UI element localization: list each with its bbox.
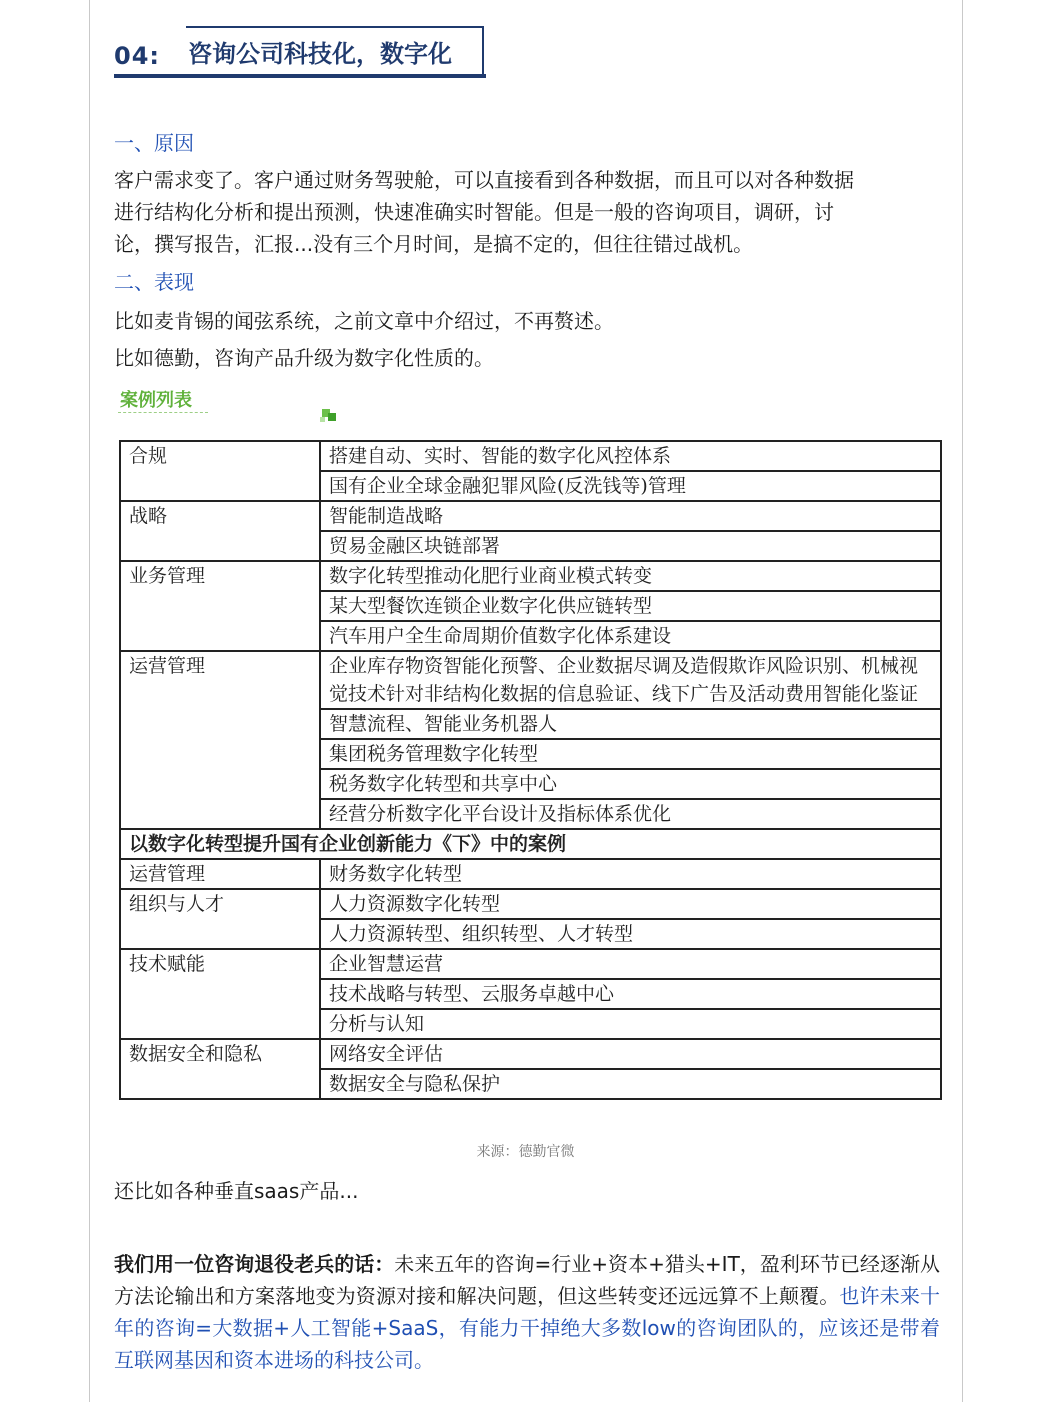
table-item-cell: 数据安全与隐私保护 [320,1069,941,1099]
section-2-line-1: 比如麦肯锡的闻弦系统，之前文章中介绍过，不再赘述。 [114,309,614,333]
case-list-dash [118,412,208,413]
table-item-cell: 网络安全评估 [320,1039,941,1069]
table-item-cell: 企业智慧运营 [320,949,941,979]
table-item-cell: 数字化转型推动化肥行业商业模式转变 [320,561,941,591]
table-item-cell: 某大型餐饮连锁企业数字化供应链转型 [320,591,941,621]
tag-square-icon [328,413,336,421]
quote-highlight: 也许未来十年的咨询=大数据+人工智能+SaaS，有能力干掉绝大多数low的咨询团队的，应该还是带着互联网基因和资本进场的科技公司。 [114,1284,941,1372]
table-item-cell: 财务数字化转型 [320,859,941,889]
section-2-line-2: 比如德勤，咨询产品升级为数字化性质的。 [114,346,494,370]
table-category-cell: 业务管理 [120,561,320,651]
right-margin-rule [962,0,963,1402]
table-category-cell: 运营管理 [120,651,320,829]
section-1-line-3: 论，撰写报告，汇报...没有三个月时间，是搞不定的，但往往错过战机。 [114,232,754,256]
table-subheading-cell: 以数字化转型提升国有企业创新能力《下》中的案例 [120,829,941,859]
saas-line: 还比如各种垂直saas产品... [114,1179,359,1203]
case-list-label: 案例列表 [120,390,192,411]
source-caption: 来源：德勤官微 [476,1144,575,1160]
table-item-cell: 技术战略与转型、云服务卓越中心 [320,979,941,1009]
left-margin-rule [89,0,90,1402]
section-2-title: 二、表现 [114,270,194,294]
table-header-row [120,829,941,859]
table-row [120,889,941,919]
table-row [120,1039,941,1069]
table-category-cell: 战略 [120,501,320,561]
tag-square-icon [320,417,325,422]
table-category-cell: 数据安全和隐私 [120,1039,320,1099]
section-1-line-2: 进行结构化分析和提出预测，快速准确实时智能。但是一般的咨询项目，调研，讨 [114,200,834,224]
quote-lead: 我们用一位咨询退役老兵的话： [114,1252,395,1276]
table-item-cell: 搭建自动、实时、智能的数字化风控体系 [320,441,941,471]
table-row [120,561,941,591]
heading-underline [114,74,486,78]
case-table [119,440,942,1100]
section-1-line-1: 客户需求变了。客户通过财务驾驶舱，可以直接看到各种数据，而且可以对各种数据 [114,168,854,192]
table-category-cell: 运营管理 [120,859,320,889]
table-row [120,441,941,471]
case-list-tag [118,384,228,420]
table-item-cell: 企业库存物资智能化预警、企业数据尽调及造假欺诈风险识别、机械视觉技术针对非结构化数据的信息验证、线下广告及活动费用智能化鉴证 [320,651,941,709]
table-item-cell: 智慧流程、智能业务机器人 [320,709,941,739]
table-row [120,501,941,531]
table-item-cell: 税务数字化转型和共享中心 [320,769,941,799]
table-row [120,859,941,889]
table-item-cell: 集团税务管理数字化转型 [320,739,941,769]
table-category-cell: 组织与人才 [120,889,320,949]
heading-number: 04: [114,42,160,70]
table-item-cell: 智能制造战略 [320,501,941,531]
table-item-cell: 分析与认知 [320,1009,941,1039]
heading-title: 咨询公司科技化，数字化 [188,40,452,68]
quote-body: 未来五年的咨询=行业+资本+猎头+IT，盈利环节已经逐渐从方法论输出和方案落地变为资源对接和解决问题，但这些转变还远远算不上颠覆。 [114,1252,940,1308]
table-item-cell: 经营分析数字化平台设计及指标体系优化 [320,799,941,829]
table-item-cell: 汽车用户全生命周期价值数字化体系建设 [320,621,941,651]
section-1-title: 一、原因 [114,131,194,155]
section-heading [114,26,484,80]
table-category-cell: 技术赋能 [120,949,320,1039]
table-item-cell: 人力资源转型、组织转型、人才转型 [320,919,941,949]
table-item-cell: 人力资源数字化转型 [320,889,941,919]
table-category-cell: 合规 [120,441,320,501]
quote-paragraph [114,1248,940,1376]
table-row [120,651,941,709]
table-item-cell: 国有企业全球金融犯罪风险(反洗钱等)管理 [320,471,941,501]
table-item-cell: 贸易金融区块链部署 [320,531,941,561]
table-row [120,949,941,979]
